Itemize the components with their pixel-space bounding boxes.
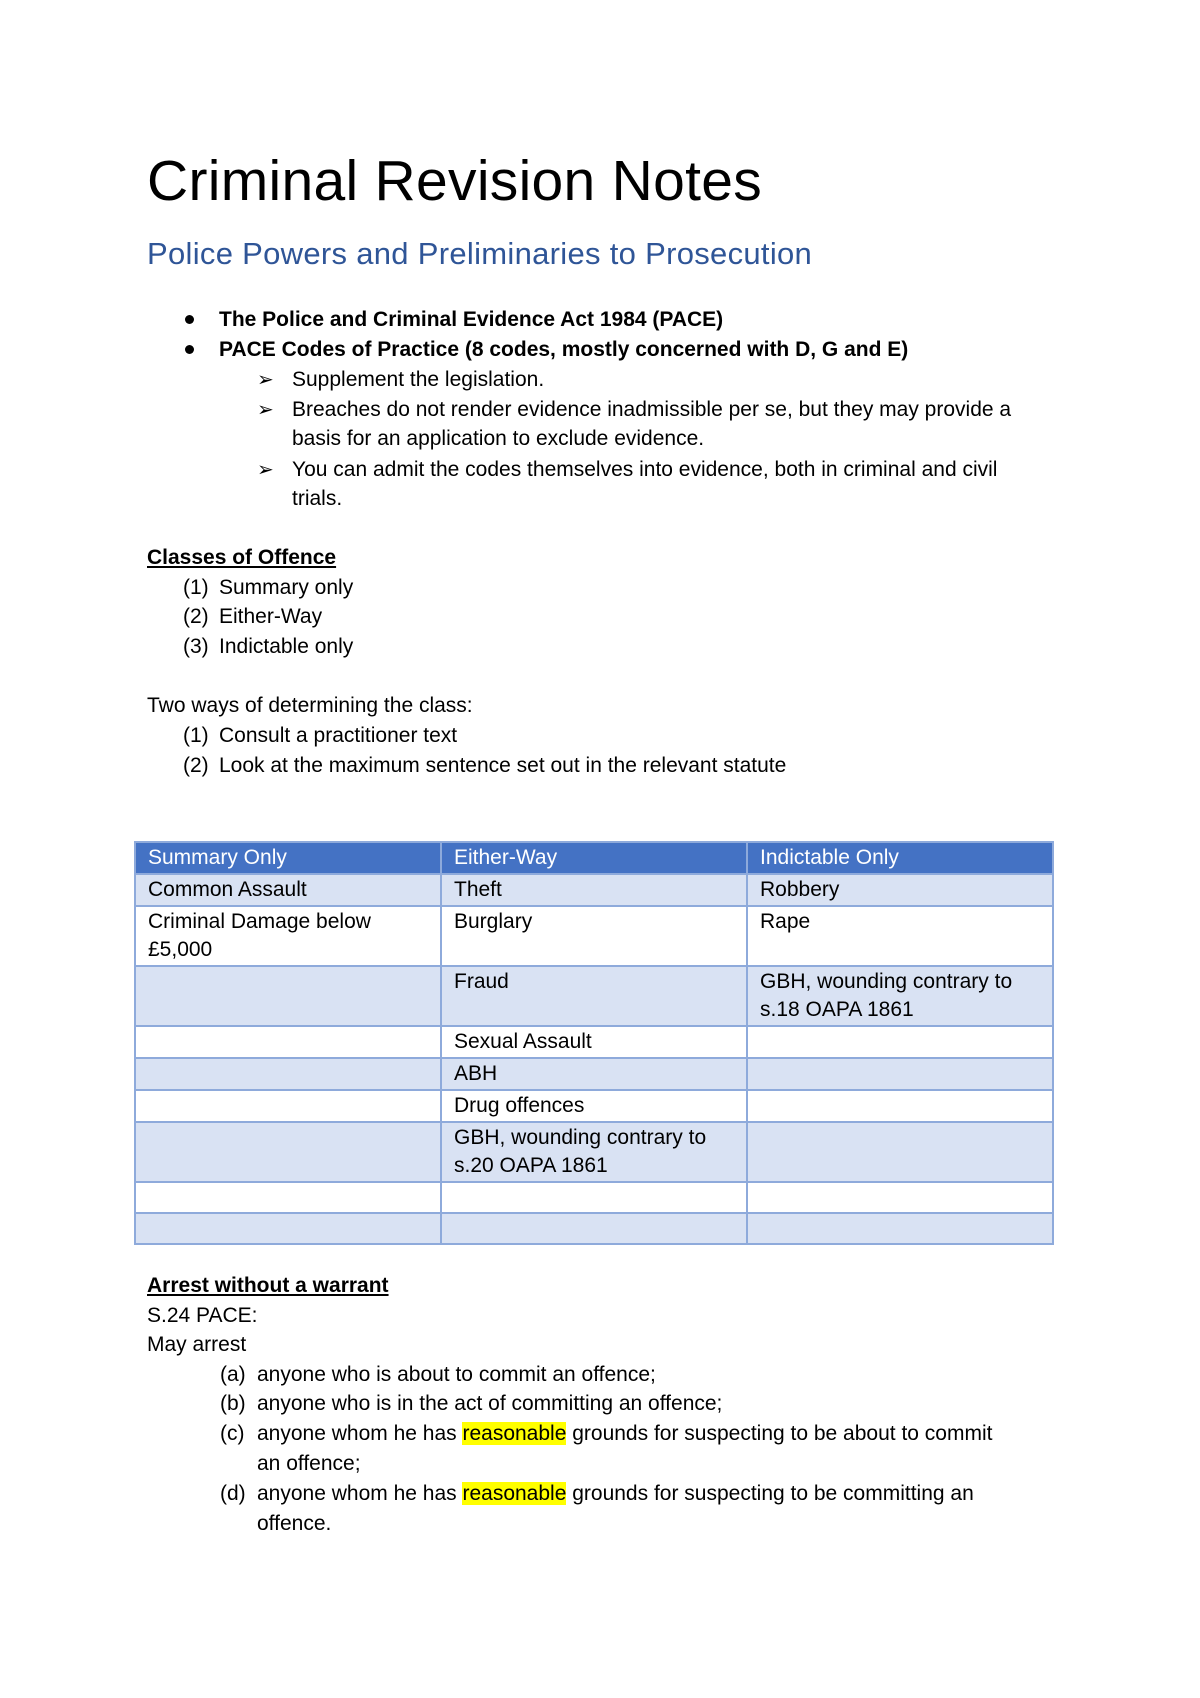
list-number: (2) — [183, 754, 209, 777]
table-cell: GBH, wounding contrary to s.18 OAPA 1861 — [747, 966, 1053, 1026]
list-number: (3) — [183, 635, 209, 658]
arrow-bullet-icon: ➢ — [257, 369, 274, 391]
table-cell — [135, 1058, 441, 1090]
sub-bullet-item: Breaches do not render evidence inadmissible per se, but they may provide a — [292, 398, 1012, 421]
bullet-dot-icon — [185, 345, 194, 354]
table-row — [135, 1026, 1053, 1058]
table-cell: Rape — [747, 906, 1053, 966]
table-cell — [747, 1182, 1053, 1213]
table-cell — [135, 1213, 441, 1244]
table-cell — [747, 1122, 1053, 1182]
bullet-item: PACE Codes of Practice (8 codes, mostly concerned with D, G and E) — [219, 338, 909, 361]
arrow-bullet-icon: ➢ — [257, 459, 274, 481]
list-item: Indictable only — [219, 635, 354, 658]
list-item: anyone who is about to commit an offence; — [257, 1363, 656, 1386]
table-row — [135, 966, 1053, 1026]
column-header: Summary Only — [135, 842, 441, 874]
table-row — [135, 1182, 1053, 1213]
list-item: Summary only — [219, 576, 354, 599]
list-number: (b) — [220, 1392, 246, 1415]
list-item-text: grounds for suspecting to be committing an — [566, 1482, 974, 1505]
table-cell: Theft — [441, 874, 747, 906]
classes-heading: Classes of Offence — [147, 546, 337, 569]
sub-bullet-item-continued: trials. — [292, 487, 343, 510]
table-cell: Fraud — [441, 966, 747, 1026]
table-cell: GBH, wounding contrary to s.20 OAPA 1861 — [441, 1122, 747, 1182]
bullet-dot-icon — [185, 315, 194, 324]
arrest-section: S.24 PACE: — [147, 1304, 258, 1327]
list-number: (2) — [183, 605, 209, 628]
table-row — [135, 1213, 1053, 1244]
table-cell — [747, 1058, 1053, 1090]
table-cell: Robbery — [747, 874, 1053, 906]
arrow-bullet-icon: ➢ — [257, 399, 274, 421]
ways-intro: Two ways of determining the class: — [147, 694, 473, 717]
sub-bullet-item: You can admit the codes themselves into evidence, both in criminal and civil — [292, 458, 998, 481]
table-cell — [135, 1122, 441, 1182]
list-item — [257, 1480, 974, 1508]
table-cell — [135, 1026, 441, 1058]
table-cell: Common Assault — [135, 874, 441, 906]
offences-table — [134, 841, 1054, 1245]
list-item: anyone who is in the act of committing an offence; — [257, 1392, 723, 1415]
table-cell — [441, 1182, 747, 1213]
table-row — [135, 906, 1053, 966]
table-row — [135, 1090, 1053, 1122]
sub-bullet-item: Supplement the legislation. — [292, 368, 545, 391]
list-number: (1) — [183, 724, 209, 747]
list-item-continued: offence. — [257, 1512, 332, 1535]
table-cell — [747, 1026, 1053, 1058]
table-cell: ABH — [441, 1058, 747, 1090]
table-cell: Criminal Damage below £5,000 — [135, 906, 441, 966]
table-cell — [135, 1182, 441, 1213]
list-number: (1) — [183, 576, 209, 599]
list-number: (c) — [220, 1422, 245, 1445]
list-item-text: anyone whom he has — [257, 1482, 463, 1505]
table-cell — [747, 1090, 1053, 1122]
table-cell — [441, 1213, 747, 1244]
bullet-item: The Police and Criminal Evidence Act 1984 (PACE) — [219, 308, 724, 331]
list-number: (d) — [220, 1482, 246, 1505]
list-item — [257, 1420, 992, 1448]
list-number: (a) — [220, 1363, 246, 1386]
table-cell — [135, 1090, 441, 1122]
table-cell: Burglary — [441, 906, 747, 966]
table-cell — [747, 1213, 1053, 1244]
table-cell — [135, 966, 441, 1026]
column-header: Either-Way — [441, 842, 747, 874]
sub-bullet-item-continued: basis for an application to exclude evidence. — [292, 427, 705, 450]
list-item: Consult a practitioner text — [219, 724, 458, 747]
highlighted-term: reasonable — [462, 1422, 567, 1445]
arrest-heading: Arrest without a warrant — [147, 1274, 389, 1297]
page-title: Criminal Revision Notes — [147, 149, 763, 213]
table-row — [135, 1058, 1053, 1090]
list-item: Either-Way — [219, 605, 323, 628]
highlighted-term: reasonable — [462, 1482, 567, 1505]
arrest-lead: May arrest — [147, 1333, 247, 1356]
column-header: Indictable Only — [747, 842, 1053, 874]
section-heading: Police Powers and Preliminaries to Prosecution — [147, 236, 813, 271]
list-item-continued: an offence; — [257, 1452, 361, 1475]
list-item: Look at the maximum sentence set out in the relevant statute — [219, 754, 787, 777]
table-header-row — [135, 842, 1053, 874]
list-item-text: grounds for suspecting to be about to commit — [566, 1422, 993, 1445]
table-cell: Drug offences — [441, 1090, 747, 1122]
table-row — [135, 1122, 1053, 1182]
list-item-text: anyone whom he has — [257, 1422, 463, 1445]
table-cell: Sexual Assault — [441, 1026, 747, 1058]
table-row — [135, 874, 1053, 906]
